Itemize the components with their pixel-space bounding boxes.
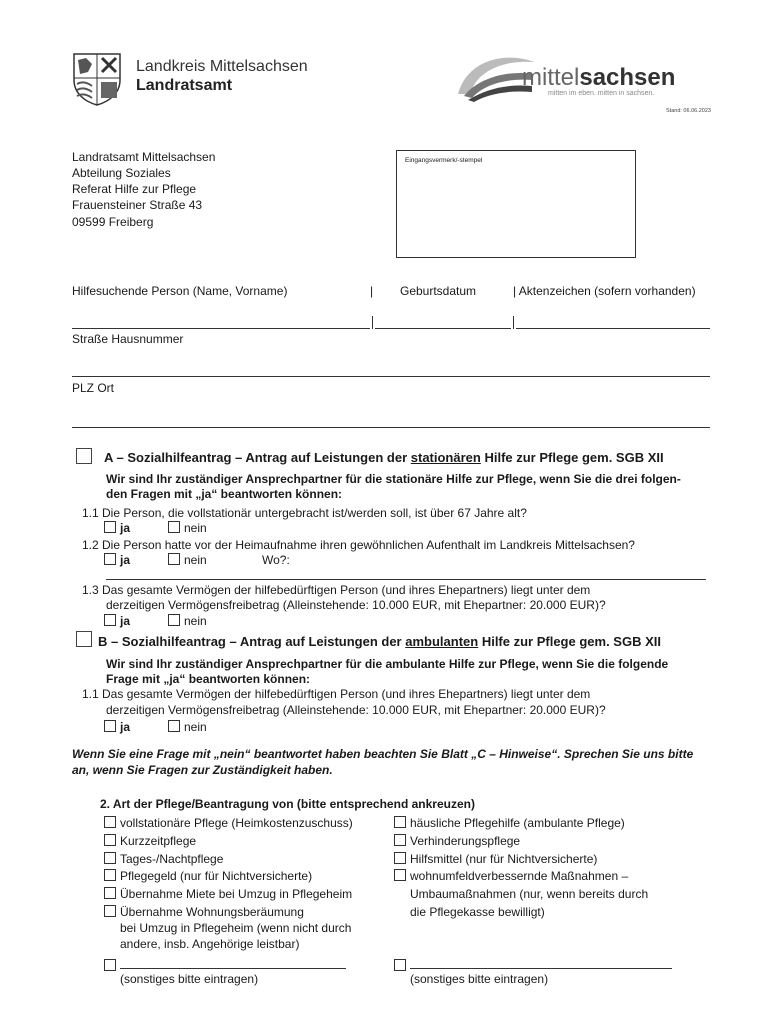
checkbox[interactable] bbox=[104, 869, 116, 881]
brand-wordmark: mittelsachsen bbox=[522, 64, 676, 91]
street-input-line[interactable] bbox=[72, 376, 710, 377]
brand-slogan: mitten im eben. mitten in sachsen. bbox=[548, 90, 655, 97]
section-b-intro: Frage mit „ja“ beantworten können: bbox=[106, 672, 311, 686]
column-separator: | bbox=[370, 284, 374, 298]
question-a-1-3-cont: derzeitigen Vermögensfreibetrag (Alleinstehende: 10.000 EUR, mit Ehepartner: 20.000 EUR)? bbox=[106, 598, 606, 612]
option-yes[interactable]: ja bbox=[104, 552, 130, 568]
address-line: Abteilung Soziales bbox=[72, 166, 171, 180]
address-line: Frauensteiner Straße 43 bbox=[72, 198, 203, 212]
section-a-title: A – Sozialhilfeantrag – Antrag auf Leistungen der stationären Hilfe zur Pflege gem. SGB XII bbox=[104, 450, 664, 465]
address-line: Landratsamt Mittelsachsen bbox=[72, 150, 216, 164]
stamp-box-label: Eingangsvermerk/-stempel bbox=[405, 157, 483, 164]
care-option[interactable]: Verhinderungspflege bbox=[394, 833, 520, 849]
question-b-1-1-cont: derzeitigen Vermögensfreibetrag (Alleinstehende: 10.000 EUR, mit Ehepartner: 20.000 EUR)? bbox=[106, 703, 606, 717]
care-option-cont: andere, insb. Angehörige leistbar) bbox=[120, 937, 300, 951]
question-a-1-2: 1.2 Die Person hatte vor der Heimaufnahme ihren gewöhnlichen Aufenthalt im Landkreis Mittelsachsen? bbox=[82, 538, 635, 552]
care-option[interactable]: Pflegegeld (nur für Nichtversicherte) bbox=[104, 868, 312, 884]
checkbox[interactable] bbox=[394, 959, 406, 971]
yes-checkbox[interactable] bbox=[104, 521, 116, 533]
where-input-line[interactable] bbox=[106, 579, 706, 580]
checkbox[interactable] bbox=[104, 816, 116, 828]
section-a-checkbox[interactable] bbox=[76, 448, 92, 464]
other-right-label: (sonstiges bitte eintragen) bbox=[410, 972, 549, 986]
address-line: 09599 Freiberg bbox=[72, 215, 154, 229]
name-field-label: Hilfesuchende Person (Name, Vorname) bbox=[72, 284, 288, 298]
field-divider bbox=[513, 316, 514, 329]
section-b-title: B – Sozialhilfeantrag – Antrag auf Leistungen der ambulanten Hilfe zur Pflege gem. SGB XII bbox=[98, 634, 661, 649]
no-checkbox[interactable] bbox=[168, 521, 180, 533]
plz-field-label: PLZ Ort bbox=[72, 381, 115, 395]
no-checkbox[interactable] bbox=[168, 720, 180, 732]
other-right-checkbox[interactable] bbox=[394, 957, 410, 975]
plz-input-line[interactable] bbox=[72, 427, 710, 428]
checkbox[interactable] bbox=[104, 905, 116, 917]
option-yes[interactable]: ja bbox=[104, 719, 130, 735]
option-no[interactable]: nein bbox=[168, 719, 207, 735]
option-yes[interactable]: ja bbox=[104, 613, 130, 629]
no-checkbox[interactable] bbox=[168, 553, 180, 565]
care-option[interactable]: Hilfsmittel (nur für Nichtversicherte) bbox=[394, 851, 597, 867]
checkbox[interactable] bbox=[104, 834, 116, 846]
question-a-1-1: 1.1 Die Person, die vollstationär untergebracht ist/werden soll, ist über 67 Jahre alt? bbox=[82, 506, 527, 520]
care-option-cont: bei Umzug in Pflegeheim (wenn nicht durch bbox=[120, 921, 352, 935]
hint-note: an, wenn Sie Fragen zur Zuständigkeit haben. bbox=[72, 763, 333, 777]
option-no[interactable]: nein bbox=[168, 552, 207, 568]
org-name: Landkreis Mittelsachsen bbox=[136, 58, 308, 75]
where-label: Wo?: bbox=[262, 553, 290, 567]
checkbox[interactable] bbox=[104, 852, 116, 864]
section-a-intro: den Fragen mit „ja“ beantworten können: bbox=[106, 487, 343, 501]
checkbox[interactable] bbox=[394, 852, 406, 864]
yes-checkbox[interactable] bbox=[104, 614, 116, 626]
care-option[interactable]: Übernahme Miete bei Umzug in Pflegeheim bbox=[104, 886, 352, 902]
birthdate-input-line[interactable] bbox=[375, 328, 511, 329]
section-b-checkbox[interactable] bbox=[76, 631, 92, 647]
file-number-field-label: | Aktenzeichen (sofern vorhanden) bbox=[513, 284, 696, 298]
org-subname: Landratsamt bbox=[136, 77, 233, 94]
stand-date: Stand: 06.06.2023 bbox=[666, 108, 711, 114]
street-field-label: Straße Hausnummer bbox=[72, 332, 184, 346]
option-no[interactable]: nein bbox=[168, 520, 207, 536]
name-input-line[interactable] bbox=[72, 328, 370, 329]
option-no[interactable]: nein bbox=[168, 613, 207, 629]
section-a-intro: Wir sind Ihr zuständiger Ansprechpartner für die stationäre Hilfe zur Pflege, wenn Sie die drei folgen- bbox=[106, 472, 681, 486]
option-yes[interactable]: ja bbox=[104, 520, 130, 536]
section-b-intro: Wir sind Ihr zuständiger Ansprechpartner für die ambulante Hilfe zur Pflege, wenn Sie die folgende bbox=[106, 657, 669, 671]
checkbox[interactable] bbox=[394, 869, 406, 881]
yes-checkbox[interactable] bbox=[104, 553, 116, 565]
care-option[interactable]: wohnumfeldverbessernde Maßnahmen – bbox=[394, 868, 628, 884]
other-left-label: (sonstiges bitte eintragen) bbox=[120, 972, 259, 986]
mittelsachsen-logo bbox=[448, 48, 698, 112]
section-2-title: 2. Art der Pflege/Beantragung von (bitte entsprechend ankreuzen) bbox=[100, 797, 475, 811]
other-left-input-line[interactable] bbox=[120, 968, 346, 969]
stamp-box[interactable] bbox=[396, 150, 636, 258]
care-option-cont: die Pflegekasse bewilligt) bbox=[410, 905, 545, 919]
other-left-checkbox[interactable] bbox=[104, 957, 120, 975]
birthdate-field-label: Geburtsdatum bbox=[400, 284, 477, 298]
care-option[interactable]: häusliche Pflegehilfe (ambulante Pflege) bbox=[394, 815, 625, 831]
other-right-input-line[interactable] bbox=[410, 968, 672, 969]
no-checkbox[interactable] bbox=[168, 614, 180, 626]
care-option[interactable]: Übernahme Wohnungsberäumung bbox=[104, 904, 304, 920]
care-option[interactable]: vollstationäre Pflege (Heimkostenzuschuss) bbox=[104, 815, 353, 831]
care-option[interactable]: Kurzzeitpflege bbox=[104, 833, 196, 849]
checkbox[interactable] bbox=[394, 816, 406, 828]
field-divider bbox=[372, 316, 373, 329]
yes-checkbox[interactable] bbox=[104, 720, 116, 732]
file-number-input-line[interactable] bbox=[516, 328, 710, 329]
address-line: Referat Hilfe zur Pflege bbox=[72, 182, 197, 196]
care-option-cont: Umbaumaßnahmen (nur, wenn bereits durch bbox=[410, 887, 649, 901]
question-a-1-3: 1.3 Das gesamte Vermögen der hilfebedürftigen Person (und ihres Ehepartners) liegt unter dem bbox=[82, 583, 591, 597]
checkbox[interactable] bbox=[104, 887, 116, 899]
care-option[interactable]: Tages-/Nachtpflege bbox=[104, 851, 223, 867]
hint-note: Wenn Sie eine Frage mit „nein“ beantwortet haben beachten Sie Blatt „C – Hinweise“. Sprechen Sie uns bitte bbox=[72, 747, 694, 761]
landkreis-crest-icon bbox=[72, 52, 122, 106]
checkbox[interactable] bbox=[104, 959, 116, 971]
checkbox[interactable] bbox=[394, 834, 406, 846]
question-b-1-1: 1.1 Das gesamte Vermögen der hilfebedürftigen Person (und ihres Ehepartners) liegt unter dem bbox=[82, 687, 591, 701]
